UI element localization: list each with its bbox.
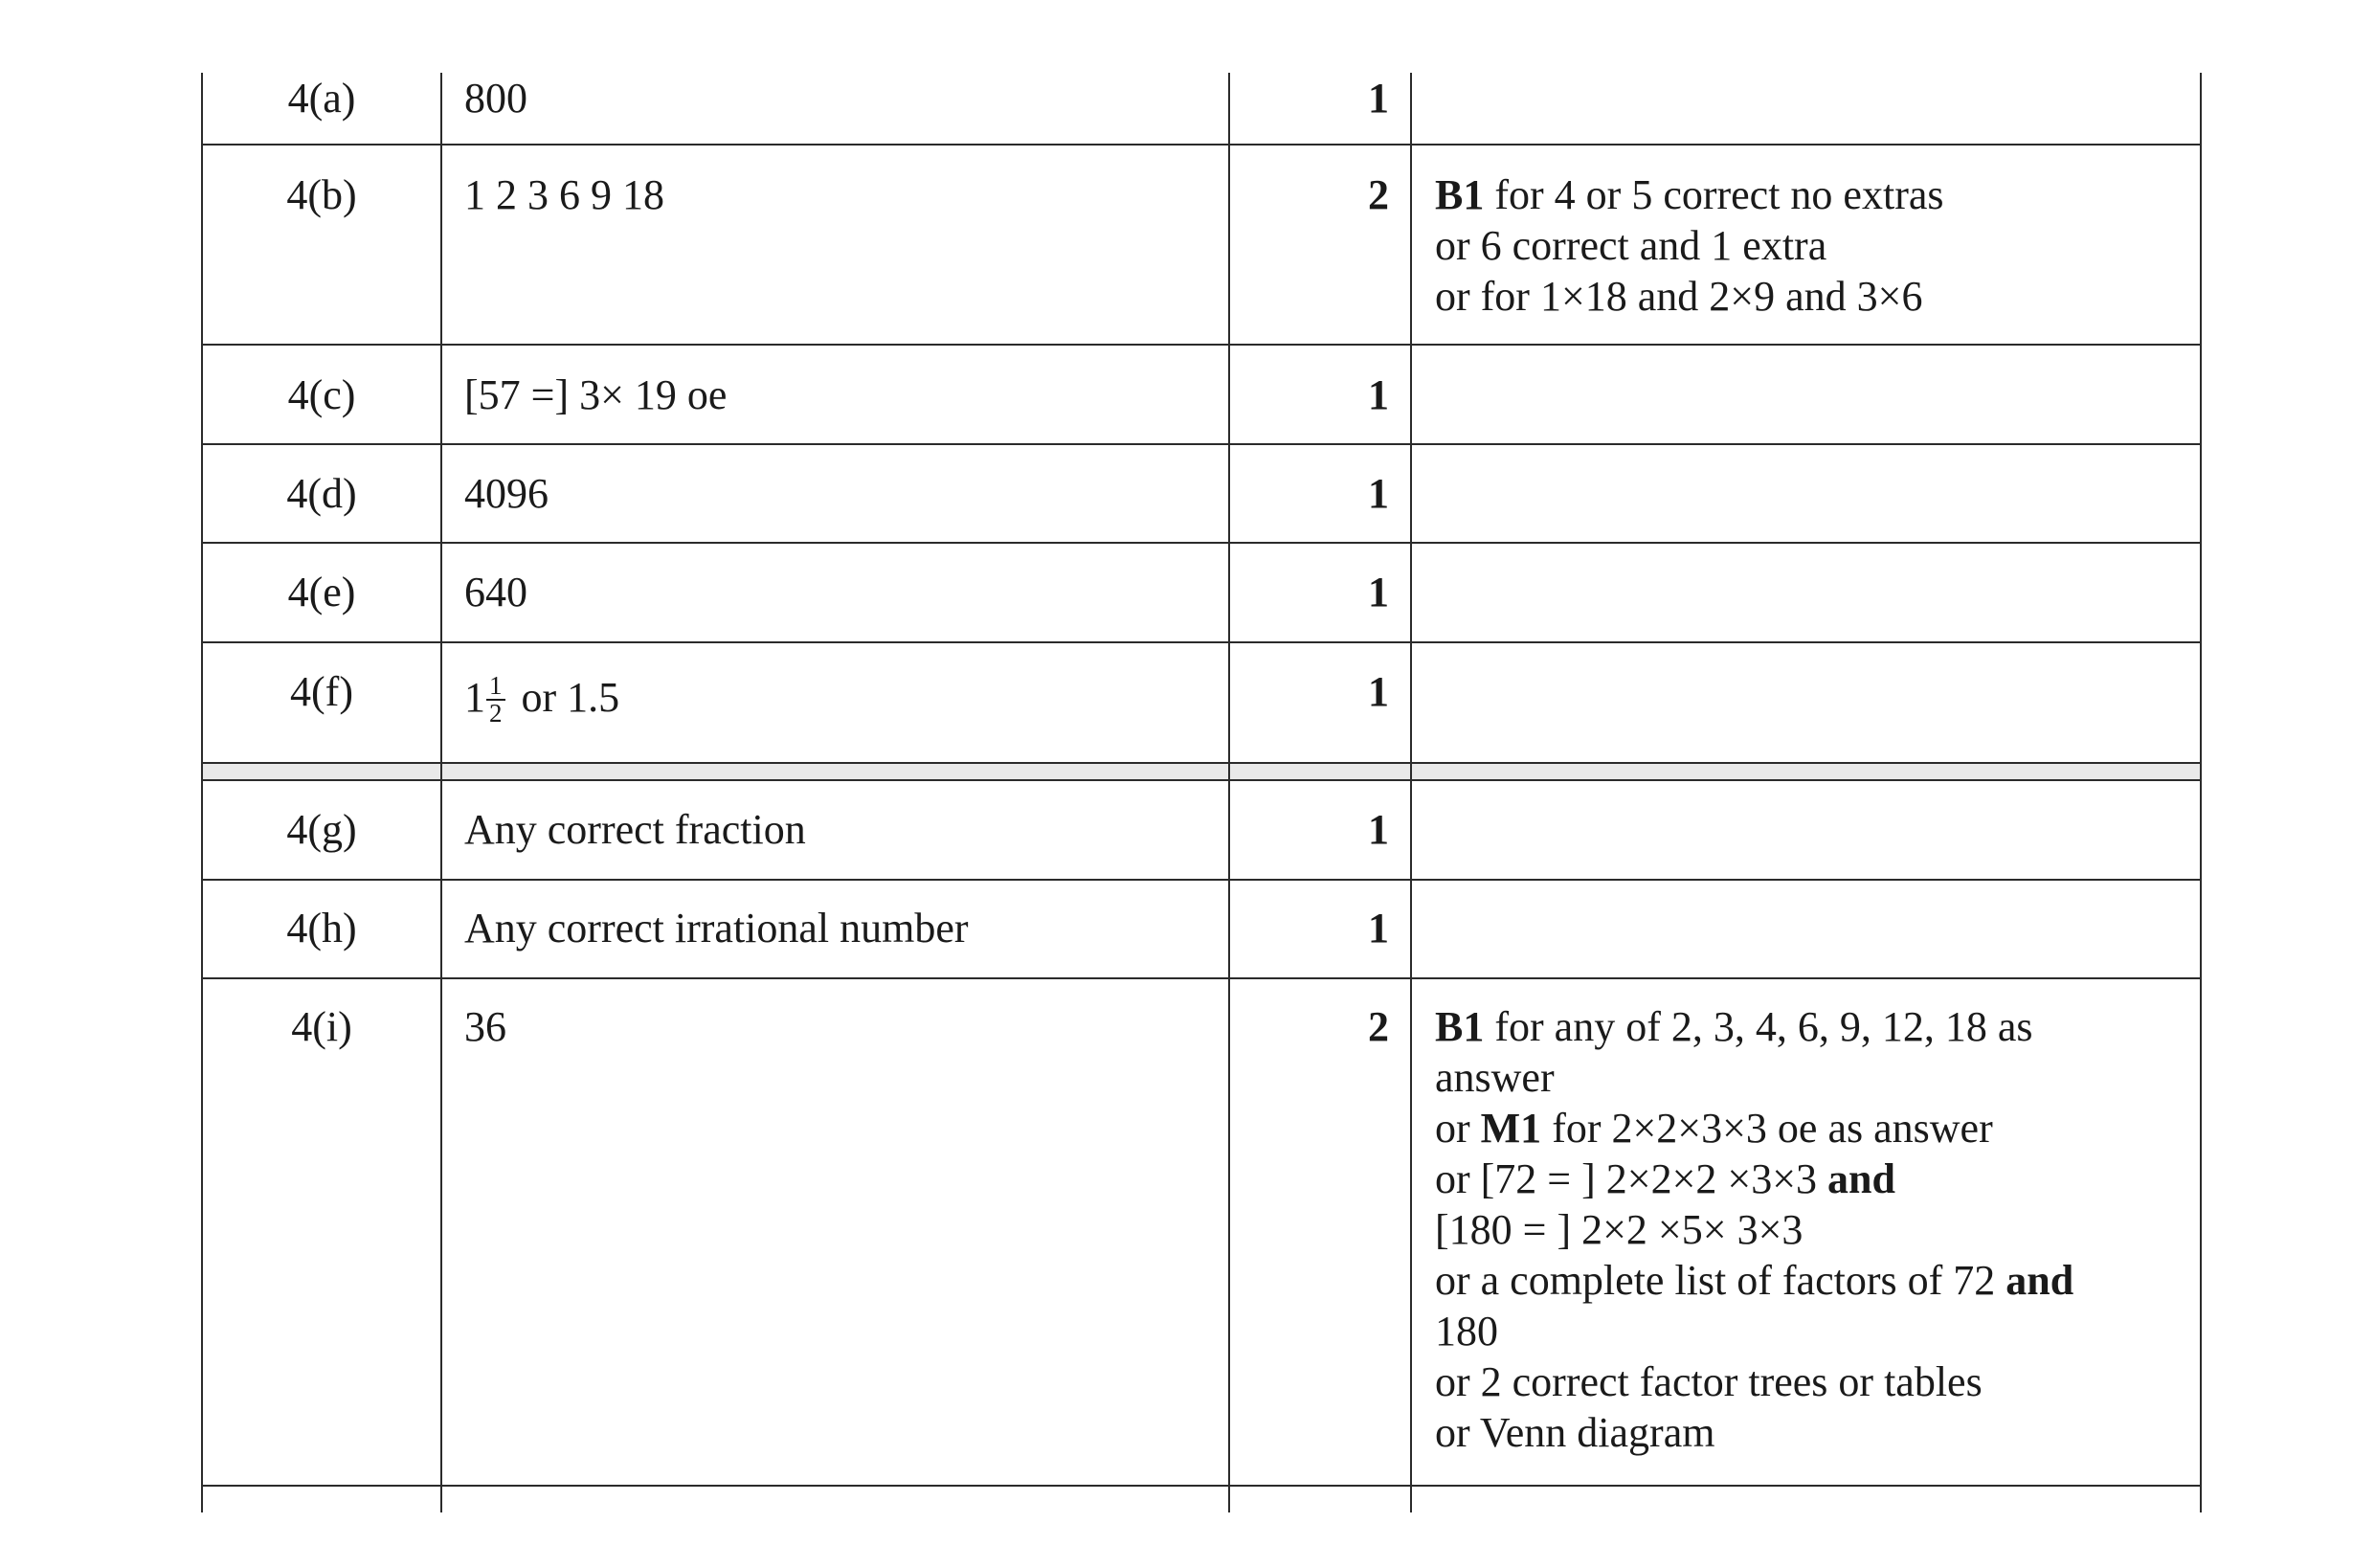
row-line [201, 977, 2202, 979]
emphasis-and: and [2005, 1257, 2074, 1304]
guidance-line [1435, 169, 1944, 220]
mark-cell: 1 [1368, 75, 1389, 122]
question-number: 4(i) [291, 1003, 352, 1050]
fraction [486, 673, 505, 727]
column-line [440, 73, 442, 1512]
guidance-line: or 6 correct and 1 extra [1435, 222, 1827, 269]
guidance-line: 180 [1435, 1308, 1498, 1355]
answer-cell: [57 =] 3× 19 oe [464, 371, 728, 418]
guidance-line: answer [1435, 1054, 1555, 1101]
guidance-text: or [1435, 1105, 1481, 1152]
guidance-text: or a complete list of factors of 72 [1435, 1257, 2006, 1304]
guidance-line: [180 = ] 2×2 ×5× 3×3 [1435, 1206, 1804, 1253]
mark-cell: 1 [1368, 806, 1389, 853]
answer-cell: 4096 [464, 470, 549, 517]
question-number: 4(d) [286, 470, 357, 517]
answer-cell: 800 [464, 75, 527, 122]
mixed-number-whole: 1 [464, 674, 485, 721]
column-line [201, 73, 203, 1512]
emphasis-and: and [1827, 1155, 1895, 1202]
mark-cell: 2 [1368, 1003, 1389, 1050]
column-line [2200, 73, 2202, 1512]
guidance-text: for 4 or 5 correct no extras [1484, 171, 1944, 218]
guidance-cell [1435, 1001, 2073, 1458]
question-number: 4(g) [286, 806, 357, 853]
guidance-text: for any of 2, 3, 4, 6, 9, 12, 18 as [1484, 1003, 2033, 1050]
column-line [1228, 73, 1230, 1512]
guidance-text: for 2×2×3×3 oe as answer [1541, 1105, 1993, 1152]
row-line [201, 879, 2202, 881]
row-line [201, 641, 2202, 643]
row-line [201, 762, 2202, 764]
guidance-line [1435, 1103, 2073, 1154]
question-number: 4(a) [287, 75, 356, 122]
question-number: 4(h) [286, 905, 357, 952]
mark-cell: 1 [1368, 905, 1389, 952]
mark-cell: 1 [1368, 668, 1389, 715]
guidance-cell [1435, 169, 1944, 322]
fraction-numerator: 1 [486, 673, 505, 701]
row-line [201, 1485, 2202, 1487]
table-page-break-band [201, 764, 2202, 779]
guidance-text: or [72 = ] 2×2×2 ×3×3 [1435, 1155, 1828, 1202]
mark-scheme-table [201, 73, 2202, 1512]
question-number: 4(b) [286, 171, 357, 218]
answer-cell: Any correct fraction [464, 806, 806, 853]
answer-text: or 1.5 [510, 674, 620, 721]
mark-cell: 2 [1368, 171, 1389, 218]
guidance-line [1435, 1154, 2073, 1204]
answer-cell [464, 672, 619, 727]
answer-cell: 640 [464, 569, 527, 616]
answer-cell: 1 2 3 6 9 18 [464, 171, 664, 218]
guidance-line: or for 1×18 and 2×9 and 3×6 [1435, 273, 1923, 320]
guidance-line [1435, 1001, 2073, 1052]
column-line [1410, 73, 1412, 1512]
answer-cell: Any correct irrational number [464, 905, 969, 952]
mark-cell: 1 [1368, 569, 1389, 616]
fraction-denominator: 2 [489, 699, 503, 728]
question-number: 4(c) [287, 371, 356, 418]
mark-code: B1 [1435, 1003, 1485, 1050]
guidance-line: or Venn diagram [1435, 1409, 1715, 1456]
question-number: 4(e) [287, 569, 356, 616]
mark-cell: 1 [1368, 371, 1389, 418]
guidance-line [1435, 1255, 2073, 1306]
row-line [201, 779, 2202, 781]
mark-code: B1 [1435, 171, 1485, 218]
row-line [201, 542, 2202, 544]
mark-cell: 1 [1368, 470, 1389, 517]
row-line [201, 144, 2202, 146]
row-line [201, 344, 2202, 346]
guidance-line: or 2 correct factor trees or tables [1435, 1358, 1983, 1405]
answer-cell: 36 [464, 1003, 506, 1050]
row-line [201, 443, 2202, 445]
question-number: 4(f) [290, 668, 353, 715]
mark-code: M1 [1480, 1105, 1542, 1152]
